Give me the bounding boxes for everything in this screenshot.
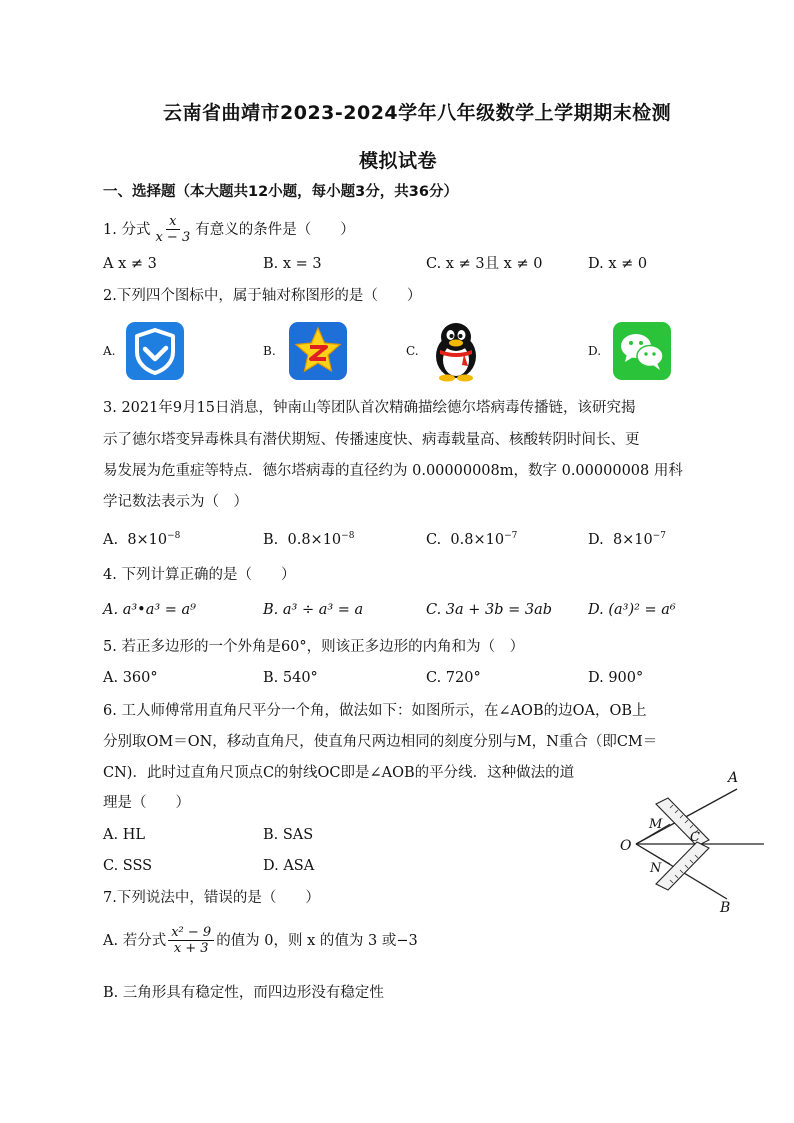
q6-line-4: 理是（ ） [103,795,190,811]
q5-option-b[interactable]: B. 540° [263,670,318,686]
question-5-stem: 5. 若正多边形的一个外角是60°，则该正多边形的内角和为（ ） [103,639,525,655]
q4-option-c[interactable]: C. 3a + 3b = 3ab [426,602,553,618]
q7-fraction [168,925,214,956]
chat-bubbles-icon[interactable] [613,322,671,380]
q3-line-1: 3. 2021年9月15日消息，钟南山等团队首次精确描绘德尔塔病毒传播链，该研究揭 [103,400,636,416]
star-z-icon[interactable] [289,322,347,380]
question-4-stem: 4. 下列计算正确的是（ ） [103,567,296,583]
angle-bisector-figure [612,764,776,914]
q3-option-d[interactable]: D. $8\times 10^{-7}$ [588,531,667,548]
q7-frac-den: x + 3 [173,941,209,956]
q1-option-d[interactable]: D. x ≠ 0 [588,256,648,272]
q2-option-b-label: B. [263,344,276,358]
penguin-icon[interactable] [428,320,484,382]
q6-option-c[interactable]: C. SSS [103,858,153,874]
q3-line-3: 易发展为危重症等特点．德尔塔病毒的直径约为 0.00000008m，数字 0.00000008 用科 [103,463,683,479]
q2-option-d-label: D. [588,344,602,358]
q2-option-a-label: A. [103,344,116,358]
q5-option-a[interactable]: A. 360° [103,670,158,686]
label-m: M [649,817,663,832]
label-n: N [650,861,662,876]
q1-option-c[interactable]: C. x ≠ 3且 x ≠ 0 [426,256,543,272]
q6-option-b[interactable]: B. SAS [263,827,314,843]
label-b: B [720,900,731,914]
q4-option-b[interactable]: B. a³ ÷ a³ = a [263,602,364,618]
q6-line-1: 6. 工人师傅常用直角尺平分一个角，做法如下：如图所示，在∠AOB的边OA，OB上 [103,703,647,719]
q3-line-4: 学记数法表示为（ ） [103,494,248,510]
q1-frac-den: x − 3 [155,230,191,245]
q3-option-c[interactable]: C. $0.8\times 10^{-7}$ [426,531,518,548]
square-arm-upper [656,798,709,846]
q1-option-a[interactable]: A x ≠ 3 [103,256,157,272]
q2-option-c-label: C. [406,344,419,358]
q5-option-c[interactable]: C. 720° [426,670,481,686]
question-1-stem [103,214,355,245]
shield-check-icon[interactable] [126,322,184,380]
question-2-stem: 2.下列四个图标中，属于轴对称图形的是（ ） [103,288,422,304]
q7-option-b[interactable]: B. 三角形具有稳定性，而四边形没有稳定性 [103,985,384,1001]
q7-frac-num: x² − 9 [168,925,214,941]
q1-frac-num: x [166,214,179,230]
q1-fraction [152,214,193,245]
q6-option-a[interactable]: A. HL [103,827,145,843]
q6-option-d[interactable]: D. ASA [263,858,315,874]
label-c: C [690,830,700,845]
q4-option-d[interactable]: D. (a³)² = a⁶ [588,602,676,618]
q6-line-3: CN)．此时过直角尺顶点C的射线OC即是∠AOB的平分线．这种做法的道 [103,765,575,781]
q6-line-2: 分别取OM＝ON，移动直角尺，使直角尺两边相同的刻度分别与M，N重合（即CM＝ [103,734,658,750]
q7-option-a-suffix: 的值为 0，则 x 的值为 3 或−3 [216,932,418,949]
q1-suffix: 有意义的条件是（ ） [195,221,355,238]
q3-option-b[interactable]: B. $0.8\times 10^{-8}$ [263,531,355,548]
label-o: O [620,838,632,854]
q3-option-a[interactable]: A. $8\times 10^{-8}$ [103,531,181,548]
q5-option-d[interactable]: D. 900° [588,670,644,686]
exam-title-line1: 云南省曲靖市2023-2024学年八年级数学上学期期末检测 [163,102,672,124]
q7-option-a[interactable] [103,925,418,956]
q4-option-a[interactable]: A. a³•a³ = a⁹ [103,602,196,618]
q7-option-a-prefix: A. 若分式 [103,932,167,949]
exam-title-line2: 模拟试卷 [359,150,438,172]
section-heading: 一、选择题（本大题共12小题，每小题3分，共36分） [103,184,458,200]
question-7-stem: 7.下列说法中，错误的是（ ） [103,890,320,906]
q3-line-2: 示了德尔塔变异毒株具有潜伏期短、传播速度快、病毒载量高、核酸转阴时间长、更 [103,432,640,448]
label-a: A [728,770,739,786]
q1-option-b[interactable]: B. x = 3 [263,256,322,272]
q1-prefix: 1. 分式 [103,221,151,238]
